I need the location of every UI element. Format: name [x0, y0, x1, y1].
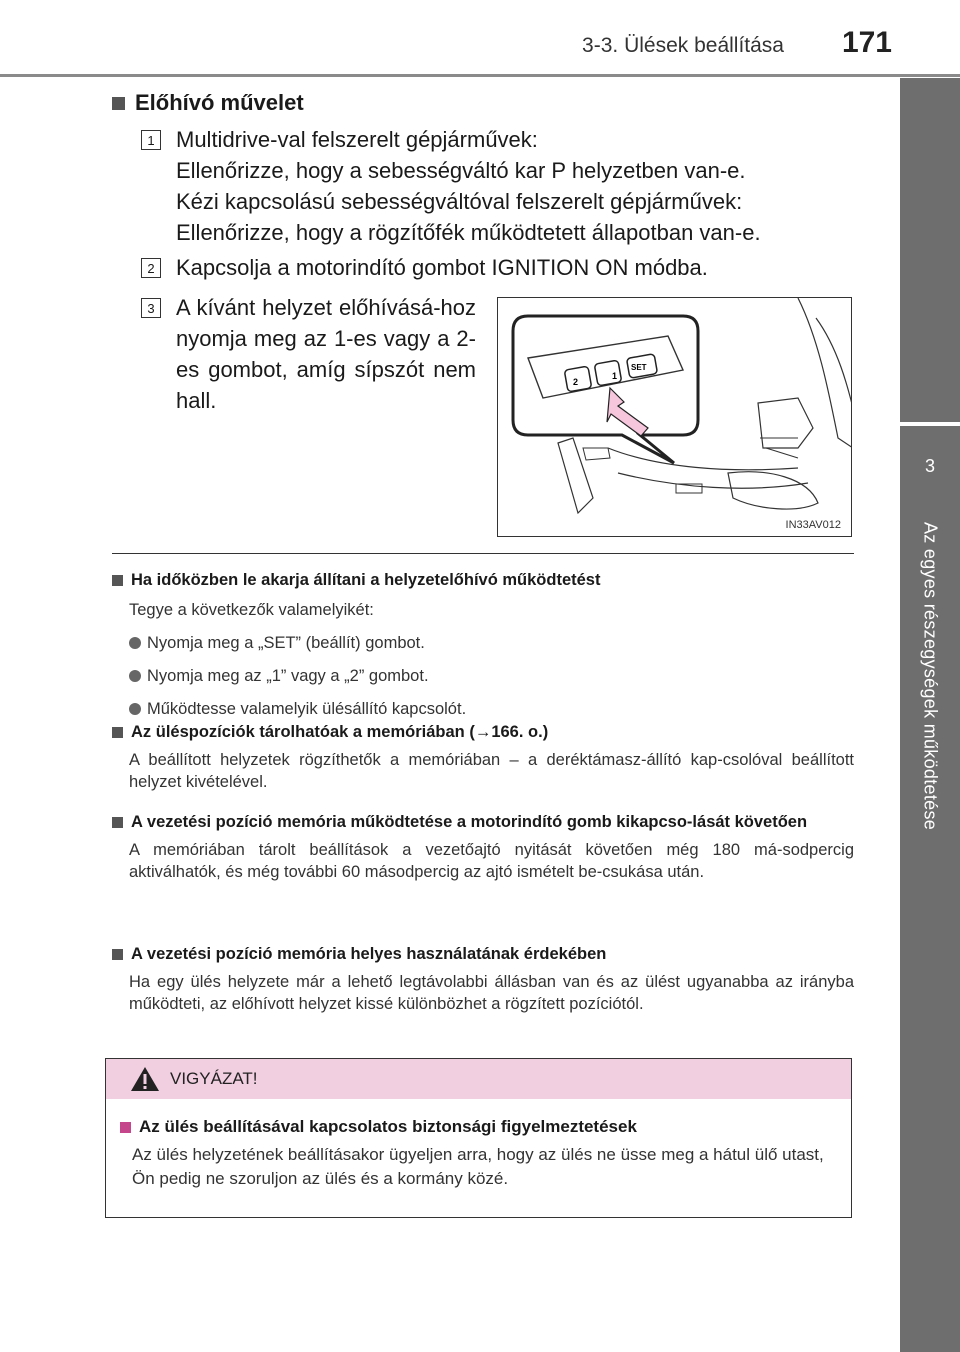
- step-1-text: [176, 124, 761, 248]
- set-button-label: SET: [631, 363, 647, 372]
- step-1-line: Ellenőrizze, hogy a sebességváltó kar P helyzetben van-e.: [176, 158, 746, 183]
- note-text: Tegye a következők valamelyikét:: [129, 601, 374, 619]
- step-number-3: 3: [141, 298, 161, 318]
- set-button-icon: [626, 354, 657, 379]
- step-1-line: Multidrive-val felszerelt gépjárművek:: [176, 127, 538, 152]
- header-rule: [0, 74, 960, 77]
- memory-button-2-icon: [564, 366, 591, 392]
- warning-heading: Az ülés beállításával kapcsolatos biztonsági figyelmeztetések: [139, 1117, 637, 1136]
- warning-triangle-icon: [130, 1066, 160, 1092]
- list-item: Működtesse valamelyik ülésállító kapcsolót.: [112, 698, 854, 720]
- step-3-text: A kívánt helyzet előhívásá-hoz nyomja meg az 1-es vagy a 2-es gombot, amíg sípszót nem hall.: [176, 295, 476, 413]
- note-heading: Az üléspozíciók tárolhatóak a memóriában (→166. o.): [131, 723, 549, 741]
- note-heading: A vezetési pozíció memória működtetése a motorindító gomb kikapcso-lását követően: [131, 813, 808, 831]
- page-number: 171: [841, 26, 892, 59]
- note-heading: A vezetési pozíció memória helyes használatának érdekében: [131, 945, 607, 963]
- note-stop-recall: [112, 569, 854, 720]
- step-2-text: Kapcsolja a motorindító gombot IGNITION ON módba.: [176, 255, 708, 280]
- note-memory-storage: [112, 721, 854, 793]
- button-2-label: 2: [573, 377, 579, 387]
- memory-button-1-icon: [594, 360, 621, 386]
- warning-text: Az ülés helyzetének beállításakor ügyeljen arra, hogy az ülés ne üsse meg a hátul ülő utast, Ön pedig ne szoruljon az ülés és a kormány közé.: [132, 1145, 824, 1188]
- square-bullet-icon: [112, 949, 123, 960]
- list-item: Nyomja meg az „1” vagy a „2” gombot.: [112, 665, 854, 687]
- square-bullet-icon: [112, 817, 123, 828]
- section-title: 3-3. Ülések beállítása: [582, 34, 784, 57]
- bullet-dot-icon: [129, 703, 141, 715]
- side-tab-upper: [900, 78, 960, 422]
- subheading-text: Előhívó művelet: [135, 90, 304, 115]
- square-bullet-icon: [112, 575, 123, 586]
- side-tab: [900, 426, 960, 1352]
- square-bullet-icon: [112, 727, 123, 738]
- warning-header: [106, 1059, 851, 1099]
- list-item: Nyomja meg a „SET” (beállít) gombot.: [112, 632, 854, 654]
- seat-memory-buttons-illustration: [497, 297, 852, 537]
- step-1-line: Ellenőrizze, hogy a rögzítőfék működtetett állapotban van-e.: [176, 220, 761, 245]
- door-panel-drawing: [498, 298, 852, 537]
- section-divider: [112, 553, 854, 554]
- figure-code: IN33AV012: [785, 519, 841, 531]
- square-bullet-icon: [120, 1122, 131, 1133]
- step-number-2: 2: [141, 258, 161, 278]
- bullet-dot-icon: [129, 670, 141, 682]
- chapter-title: Az egyes részegységek működtetése: [920, 522, 941, 831]
- square-bullet-icon: [112, 97, 125, 110]
- subheading: [112, 90, 304, 116]
- note-text: Ha egy ülés helyzete már a lehető legtávolabbi állásban van és az ülést ugyanabba az irányba működteti, az előhívott helyzet kissé különbözhet a rögzített pozíciótól.: [129, 973, 854, 1013]
- note-correct-use: [112, 943, 854, 1015]
- chapter-number: 3: [924, 456, 935, 476]
- step-number-1: 1: [141, 130, 161, 150]
- warning-title: VIGYÁZAT!: [170, 1069, 258, 1088]
- note-text: A beállított helyzetek rögzíthetők a memóriában – a deréktámasz-állító kap-csolóval beállított helyzet kivételével.: [129, 751, 854, 791]
- note-heading: Ha időközben le akarja állítani a helyzetelőhívó működtetést: [131, 571, 601, 589]
- step-1-line: Kézi kapcsolású sebességváltóval felszerelt gépjárművek:: [176, 189, 743, 214]
- note-after-engine-off: [112, 811, 854, 883]
- bullet-dot-icon: [129, 637, 141, 649]
- warning-box: [105, 1058, 852, 1218]
- note-text: A memóriában tárolt beállítások a vezetőajtó nyitását követően még 180 má-sodpercig aktiválhatók, és még további 60 másodpercig az ajtó ismételt be-csukása után.: [129, 841, 854, 881]
- button-1-label: 1: [612, 371, 618, 381]
